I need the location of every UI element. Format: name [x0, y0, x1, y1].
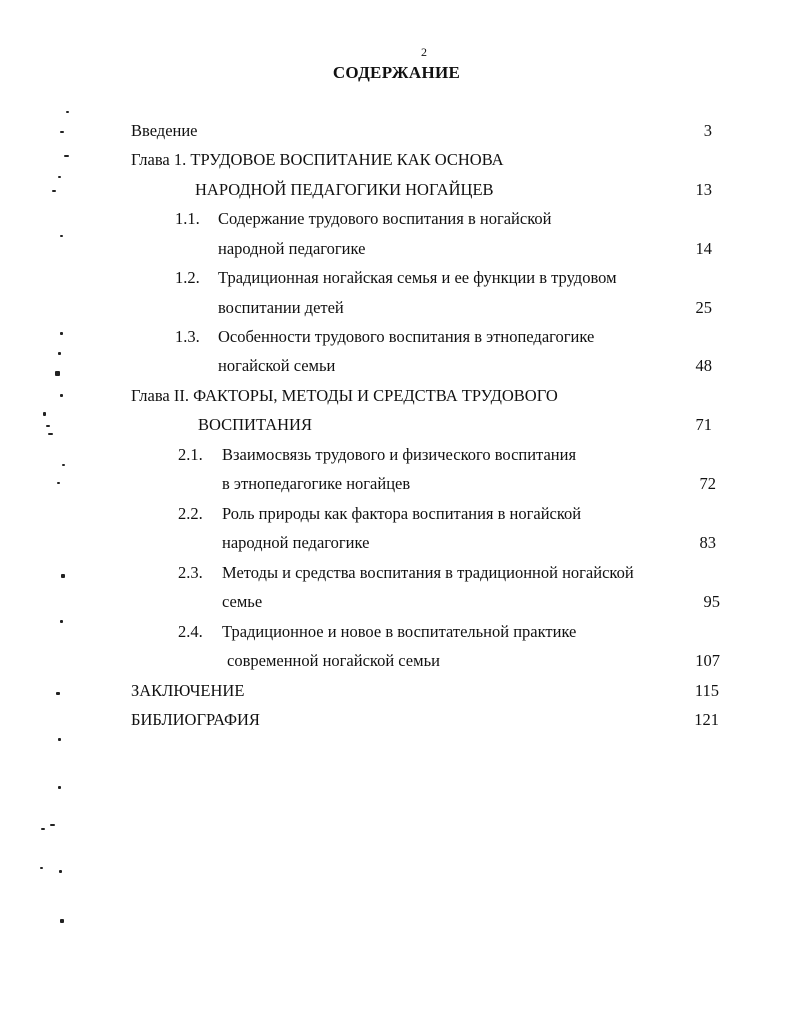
- toc-section-page: 25: [695, 298, 712, 317]
- toc-intro-label: Введение: [131, 121, 198, 140]
- toc-chapter2-title-cont: ВОСПИТАНИЯ: [198, 415, 312, 434]
- toc-bibliography-label: БИБЛИОГРАФИЯ: [131, 710, 260, 729]
- toc-section-number: 2.2.: [178, 504, 203, 523]
- toc-section-title: Методы и средства воспитания в традиционной ногайской: [222, 563, 634, 582]
- toc-section-page: 83: [699, 533, 716, 552]
- toc-section-title-cont: народной педагогике: [222, 533, 370, 552]
- toc-section-title-cont: народной педагогике: [218, 239, 366, 258]
- toc-section-number: 2.3.: [178, 563, 203, 582]
- toc-section-page: 48: [695, 356, 712, 375]
- toc-conclusion-label: ЗАКЛЮЧЕНИЕ: [131, 681, 245, 700]
- toc-section-title-cont: семье: [222, 592, 263, 611]
- toc-section-title-cont: ногайской семьи: [218, 356, 336, 375]
- toc-section-title: Особенности трудового воспитания в этнопедагогике: [218, 327, 595, 346]
- toc-chapter1-title-cont: НАРОДНОЙ ПЕДАГОГИКИ НОГАЙЦЕВ: [195, 180, 494, 199]
- page-title: СОДЕРЖАНИЕ: [332, 63, 461, 82]
- toc-section-number: 1.3.: [175, 327, 200, 346]
- toc-intro-page: 3: [703, 121, 712, 140]
- toc-section-title: Взаимосвязь трудового и физического воспитания: [222, 445, 577, 464]
- toc-section-title: Содержание трудового воспитания в ногайской: [218, 209, 552, 228]
- toc-section-number: 1.1.: [175, 209, 200, 228]
- toc-section-number: 1.2.: [175, 268, 200, 287]
- toc-section-number: 2.4.: [178, 622, 203, 641]
- toc-section-title: Традиционная ногайская семья и ее функции в трудовом: [218, 268, 617, 287]
- toc-section-page: 95: [703, 592, 720, 611]
- toc-section-page: 107: [695, 651, 720, 670]
- toc-chapter2-title: Глава II. ФАКТОРЫ, МЕТОДЫ И СРЕДСТВА ТРУДОВОГО: [131, 386, 558, 405]
- toc-bibliography-page: 121: [694, 710, 719, 729]
- toc-section-title-cont: в этнопедагогике ногайцев: [222, 474, 411, 493]
- toc-section-number: 2.1.: [178, 445, 203, 464]
- toc-section-title-cont: современной ногайской семьи: [227, 651, 440, 670]
- toc-section-title: Роль природы как фактора воспитания в ногайской: [222, 504, 582, 523]
- toc-section-title: Традиционное и новое в воспитательной практике: [222, 622, 577, 641]
- toc-section-page: 72: [699, 474, 716, 493]
- toc-chapter2-page: 71: [695, 415, 712, 434]
- toc-section-page: 14: [695, 239, 712, 258]
- toc-conclusion-page: 115: [694, 681, 719, 700]
- toc-chapter1-page: 13: [695, 180, 712, 199]
- toc-chapter1-title: Глава 1. ТРУДОВОЕ ВОСПИТАНИЕ КАК ОСНОВА: [131, 150, 504, 169]
- toc-section-title-cont: воспитании детей: [218, 298, 344, 317]
- page-number: 2: [421, 45, 427, 59]
